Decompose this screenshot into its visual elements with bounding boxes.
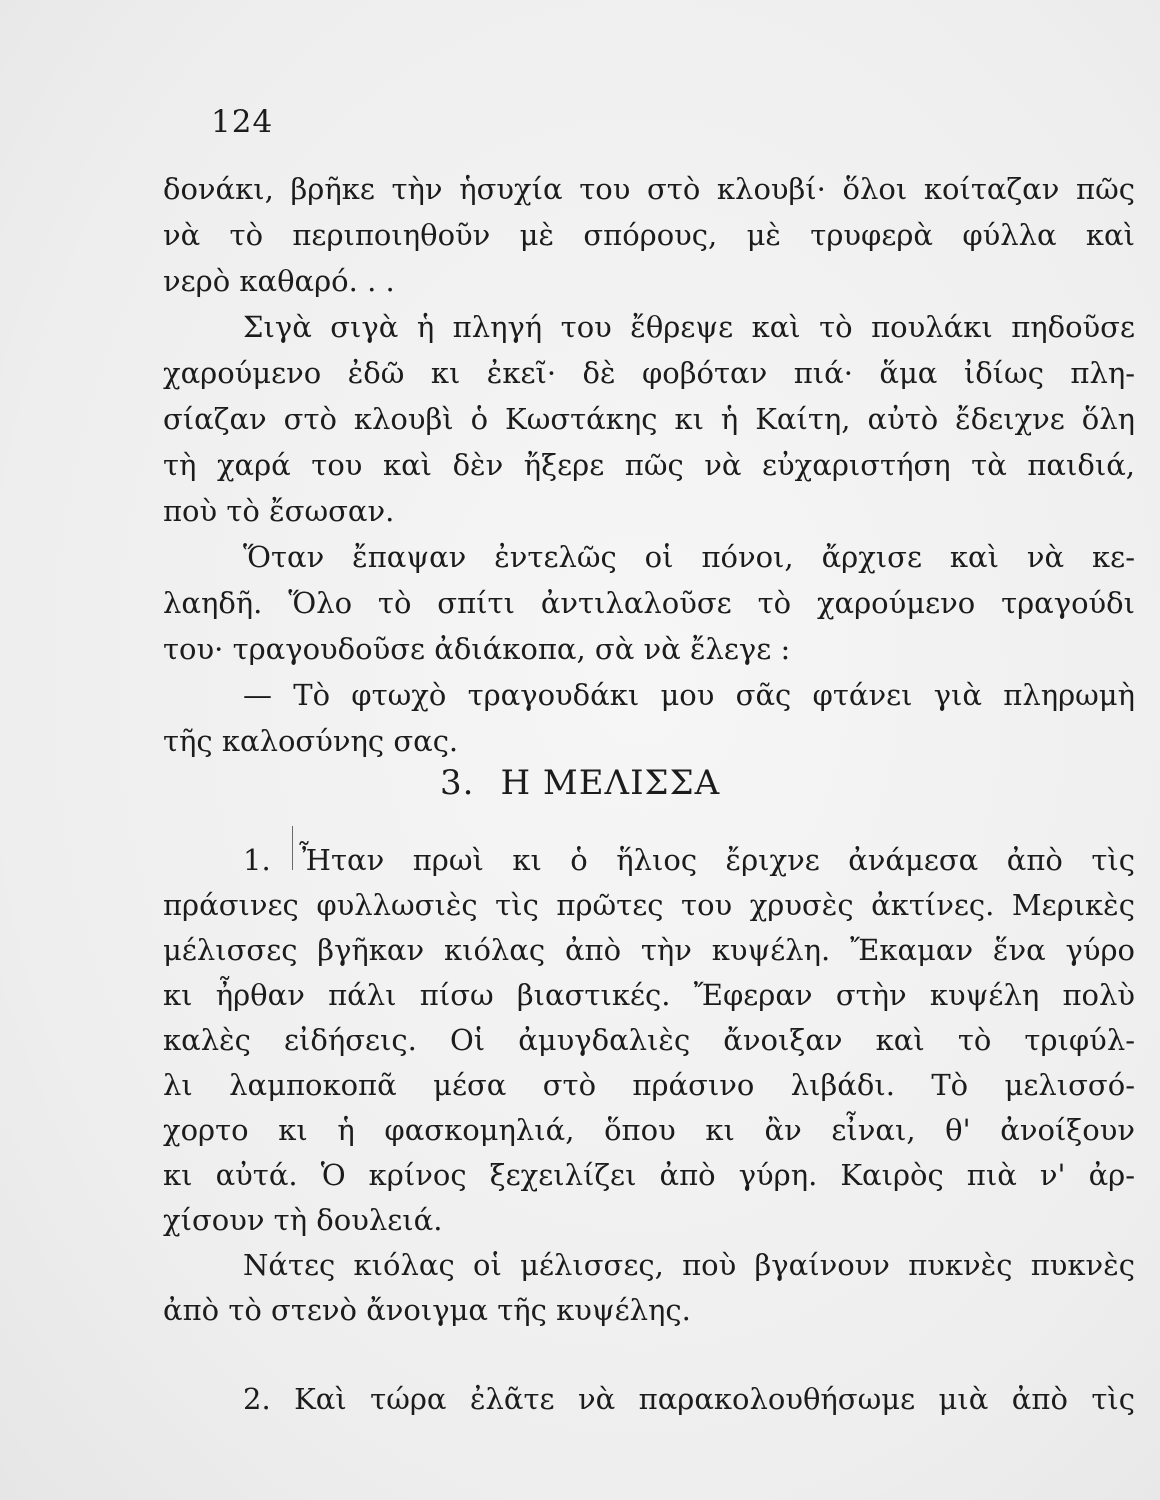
text-line: χορτο κι ἡ φασκομηλιά, ὅπου κι ἂν εἶναι, θ' ἀνοίξουν [163,1113,1135,1147]
text-line: ποὺ τὸ ἔσωσαν. [163,494,395,528]
section-heading [440,763,720,803]
text-line: Νάτες κιόλας οἱ μέλισσες, ποὺ βγαίνουν πυκνὲς πυκνὲς [243,1248,1135,1282]
text-line: χαρούμενο ἐδῶ κι ἐκεῖ· δὲ φοβόταν πιά· ἅμα ἰδίως πλη- [163,356,1135,390]
text-line: ἀπὸ τὸ στενὸ ἄνοιγμα τῆς κυψέλης. [163,1293,691,1327]
text-line: πράσινες φυλλωσιὲς τὶς πρῶτες του χρυσὲς ἀκτίνες. Μερικὲς [163,888,1135,922]
text-line: μέλισσες βγῆκαν κιόλας ἀπὸ τὴν κυψέλη. Ἔκαμαν ἕνα γύρο [163,933,1135,967]
text-line: του· τραγουδοῦσε ἀδιάκοπα, σὰ νὰ ἔλεγε : [163,632,791,666]
text-line: 2. Καὶ τώρα ἐλᾶτε νὰ παρακολουθήσωμε μιὰ ἀπὸ τὶς [243,1382,1135,1416]
text-line: τὴ χαρά του καὶ δὲν ἤξερε πῶς νὰ εὐχαριστήση τὰ παιδιά, [163,448,1135,482]
text-line: Ὅταν ἔπαψαν ἐντελῶς οἱ πόνοι, ἄρχισε καὶ νὰ κε- [243,540,1135,574]
section-number: 3. [440,763,475,803]
page-number: 124 [211,104,274,140]
text-line: σίαζαν στὸ κλουβὶ ὁ Κωστάκης κι ἡ Καίτη, αὐτὸ ἔδειχνε ὅλη [163,402,1135,436]
text-line: λι λαμποκοπᾶ μέσα στὸ πράσινο λιβάδι. Τὸ μελισσό- [163,1068,1135,1102]
text-line: νερὸ καθαρό. . . [163,264,395,298]
text-line: λαηδῆ. Ὅλο τὸ σπίτι ἀντιλαλοῦσε τὸ χαρούμενο τραγούδι [163,586,1135,620]
text-line: χίσουν τὴ δουλειά. [163,1203,443,1237]
text-line: — Τὸ φτωχὸ τραγουδάκι μου σᾶς φτάνει γιὰ πληρωμὴ [243,678,1135,712]
text-line: δονάκι, βρῆκε τὴν ἡσυχία του στὸ κλουβί· ὅλοι κοίταζαν πῶς [163,172,1135,206]
text-line: καλὲς εἰδήσεις. Οἱ ἀμυγδαλιὲς ἄνοιξαν καὶ τὸ τριφύλ- [163,1023,1135,1057]
text-line: κι ἦρθαν πάλι πίσω βιαστικές. Ἔφεραν στὴν κυψέλη πολὺ [163,978,1135,1012]
section-title: Η ΜΕΛΙΣΣΑ [500,763,721,803]
text-line: κι αὐτά. Ὁ κρίνος ξεχειλίζει ἀπὸ γύρη. Καιρὸς πιὰ ν' ἀρ- [163,1158,1135,1192]
text-line: τῆς καλοσύνης σας. [163,724,459,758]
text-line: 1. Ἦταν πρωὶ κι ὁ ἥλιος ἔριχνε ἀνάμεσα ἀπὸ τὶς [243,843,1135,877]
text-line: Σιγὰ σιγὰ ἡ πληγή του ἔθρεψε καὶ τὸ πουλάκι πηδοῦσε [243,310,1135,344]
text-line: νὰ τὸ περιποιηθοῦν μὲ σπόρους, μὲ τρυφερὰ φύλλα καὶ [163,218,1135,252]
